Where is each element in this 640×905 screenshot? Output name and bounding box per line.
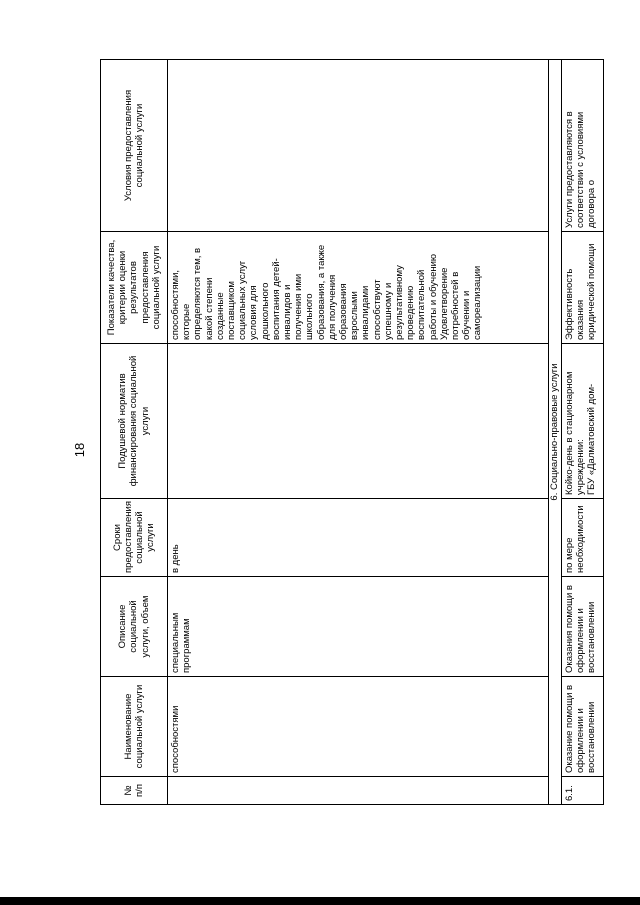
cell-norm bbox=[168, 344, 549, 499]
header-number: № п/п bbox=[101, 777, 168, 805]
cell-quality: Эффективность оказания юридической помощи bbox=[562, 232, 604, 344]
section-title: 6. Социально-правовые услуги bbox=[549, 60, 562, 805]
cell-description: Оказания помощи в оформлении и восстановлении bbox=[562, 577, 604, 677]
cell-service-name: способностями bbox=[168, 677, 549, 777]
header-quality: Показатели качества, критерии оценки результатов предоставления социальной услуги bbox=[101, 232, 168, 344]
rotated-table-container bbox=[100, 60, 612, 805]
table-header-row bbox=[101, 60, 168, 805]
cell-conditions bbox=[168, 60, 549, 232]
cell-term: в день bbox=[168, 499, 549, 577]
social-services-table bbox=[100, 59, 604, 805]
cell-description: специальным программам bbox=[168, 577, 549, 677]
cell-term: по мере необходимости bbox=[562, 499, 604, 577]
table-row bbox=[168, 60, 549, 805]
page-number: 18 bbox=[72, 442, 87, 458]
scan-edge-bar bbox=[0, 897, 640, 905]
header-description: Описание социальной услуги, объем bbox=[101, 577, 168, 677]
cell-quality: способностями, которые определяются тем, в какой степени созданные поставщиком социальных услуг условия для дошкольного воспитания детей- инвалидов и получения ими школьного образования, а также для получения образования взрослыми инвалидами способствуют успешному и результативному проведению воспитательной работы и обучению Удовлетворение потребностей в обучении и самореализации bbox=[168, 232, 549, 344]
header-service-name: Наименование социальной услуги bbox=[101, 677, 168, 777]
cell-service-name: Оказание помощи в оформлении и восстановлении bbox=[562, 677, 604, 777]
cell-norm: Койко-день в стационарном учреждении: ГБУ «Далматовский дом- bbox=[562, 344, 604, 499]
table-row bbox=[562, 60, 604, 805]
header-term: Сроки предоставления социальной услуги bbox=[101, 499, 168, 577]
cell-number: 6.1. bbox=[562, 777, 604, 805]
section-row bbox=[549, 60, 562, 805]
cell-conditions: Услуги предоставляются в соответствии с условиями договора о bbox=[562, 60, 604, 232]
header-conditions: Условия предоставления социальной услуги bbox=[101, 60, 168, 232]
header-norm: Подушевой норматив финансирования социальной услуги bbox=[101, 344, 168, 499]
cell-number bbox=[168, 777, 549, 805]
